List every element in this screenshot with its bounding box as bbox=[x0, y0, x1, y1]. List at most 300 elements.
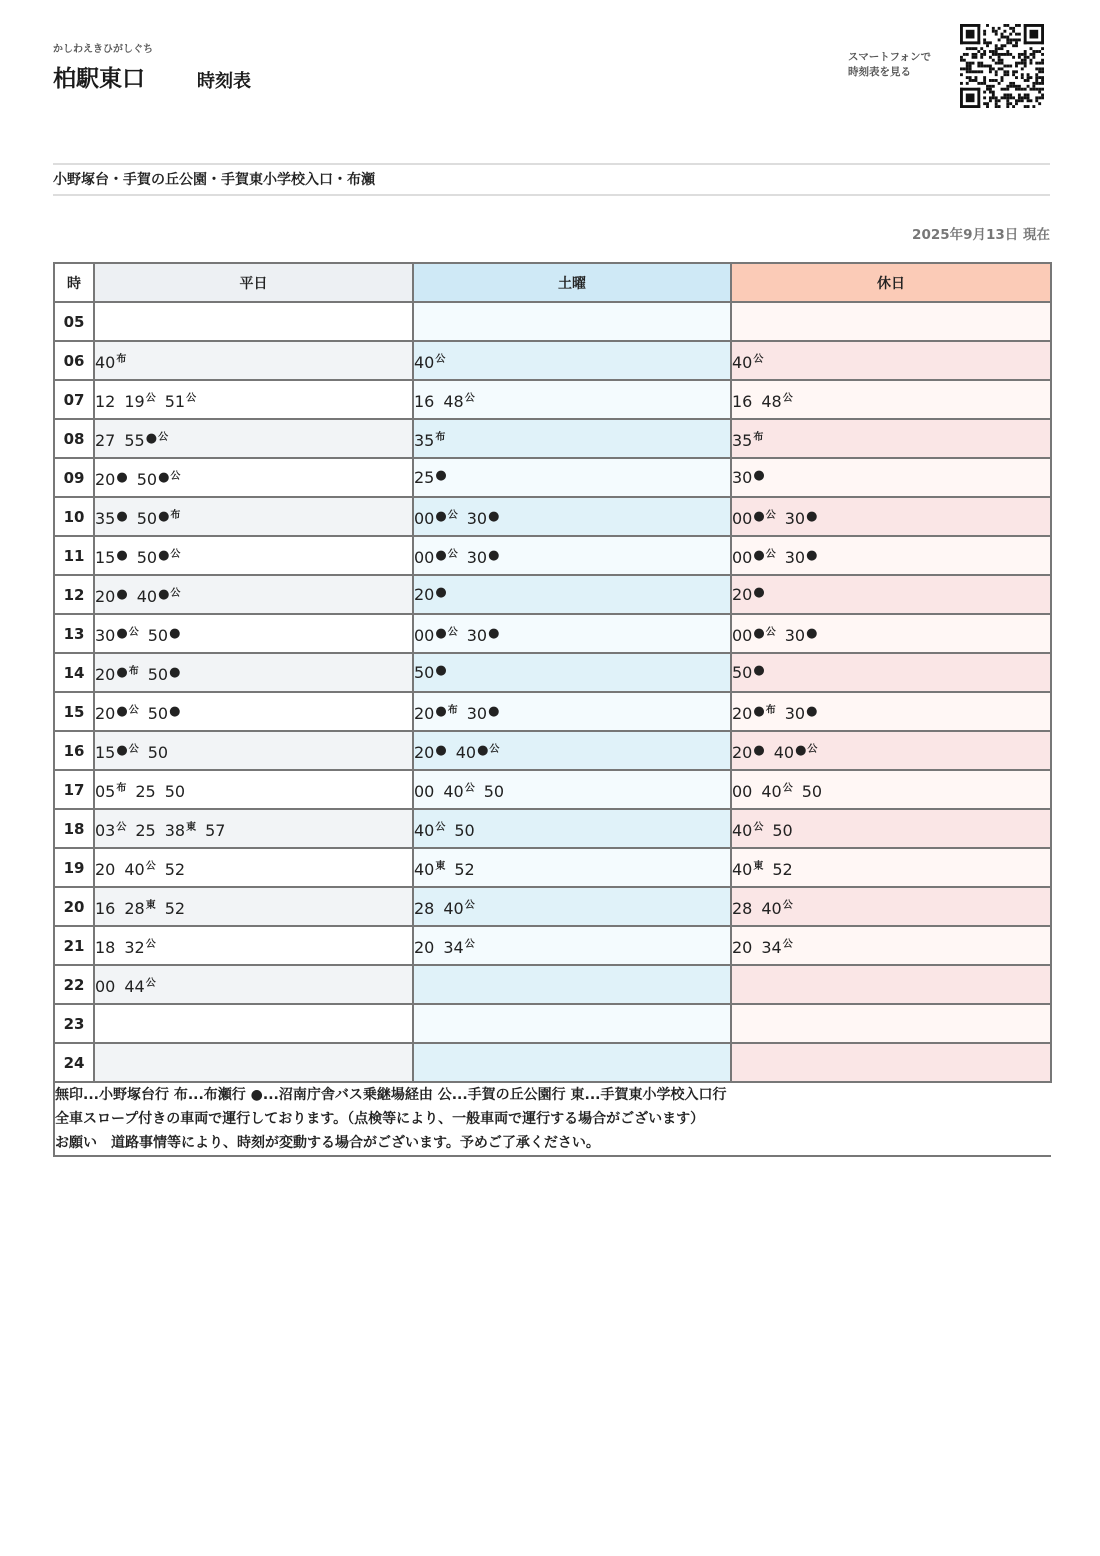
departure-minute: 50 bbox=[164, 781, 186, 801]
hour-cell: 23 bbox=[54, 1004, 94, 1043]
departure-minute: 40 bbox=[414, 859, 435, 879]
via-transfer-mark: ● bbox=[435, 625, 447, 641]
departure bbox=[785, 548, 818, 567]
departure bbox=[785, 626, 818, 645]
departure-minute: 40 bbox=[455, 742, 477, 762]
destination-mark: 公 bbox=[116, 821, 127, 833]
via-transfer-mark: ● bbox=[145, 430, 158, 446]
departure-minute: 50 bbox=[801, 781, 823, 801]
departure-minute: 12 bbox=[95, 391, 116, 411]
destination-mark: 公 bbox=[128, 743, 139, 755]
departure bbox=[785, 704, 818, 723]
weekday-cell bbox=[94, 380, 413, 419]
destination-mark: 公 bbox=[447, 626, 458, 638]
via-transfer-mark: ● bbox=[753, 508, 765, 524]
via-transfer-mark: ● bbox=[169, 703, 181, 719]
departure-minute: 34 bbox=[761, 937, 782, 957]
destination-mark: 公 bbox=[128, 704, 139, 716]
departure-minute: 30 bbox=[784, 508, 806, 528]
departure-minute: 30 bbox=[784, 625, 806, 645]
departure bbox=[761, 935, 792, 957]
departure-minute: 50 bbox=[483, 781, 505, 801]
destination-mark: 布 bbox=[447, 704, 458, 716]
departure-minute: 40 bbox=[761, 898, 782, 918]
departure bbox=[414, 899, 434, 918]
departure-minute: 28 bbox=[124, 898, 145, 918]
departure-minute: 00 bbox=[732, 547, 753, 567]
via-transfer-mark: ● bbox=[116, 625, 128, 641]
via-transfer-mark: ● bbox=[753, 585, 765, 600]
departure bbox=[414, 506, 458, 528]
notes-row bbox=[54, 1082, 1051, 1156]
holiday-cell bbox=[731, 926, 1051, 965]
table-row bbox=[54, 653, 1051, 692]
departure bbox=[414, 585, 447, 604]
destination-mark: 公 bbox=[782, 899, 793, 911]
departure-minute: 50 bbox=[772, 820, 793, 840]
departure bbox=[732, 743, 765, 762]
departure bbox=[467, 548, 500, 567]
saturday-cell bbox=[413, 536, 731, 575]
hour-cell: 18 bbox=[54, 809, 94, 848]
departure bbox=[95, 548, 128, 567]
saturday-cell bbox=[413, 887, 731, 926]
departure-minute: 20 bbox=[414, 703, 435, 723]
destination-mark: 公 bbox=[782, 782, 793, 794]
departure bbox=[95, 740, 139, 762]
destination-mark: 公 bbox=[435, 353, 446, 365]
hour-cell: 22 bbox=[54, 965, 94, 1004]
destination-mark: 公 bbox=[464, 899, 475, 911]
saturday-cell bbox=[413, 419, 731, 458]
holiday-cell bbox=[731, 1004, 1051, 1043]
departure bbox=[732, 938, 752, 957]
holiday-cell bbox=[731, 1043, 1051, 1082]
via-transfer-mark: ● bbox=[435, 585, 447, 600]
departure bbox=[732, 818, 763, 840]
destination-mark: 公 bbox=[145, 977, 156, 989]
col-header-weekday: 平日 bbox=[94, 263, 413, 302]
weekday-cell bbox=[94, 458, 413, 497]
departure-minute: 20 bbox=[95, 664, 116, 684]
weekday-cell bbox=[94, 1043, 413, 1082]
departure bbox=[414, 938, 434, 957]
weekday-cell bbox=[94, 887, 413, 926]
route-bar: 小野塚台・手賀の丘公園・手賀東小学校入口・布瀬 bbox=[53, 163, 1050, 196]
hour-cell: 21 bbox=[54, 926, 94, 965]
departure bbox=[95, 701, 139, 723]
departure bbox=[414, 663, 447, 682]
departure bbox=[774, 740, 818, 762]
departure bbox=[95, 899, 115, 918]
via-transfer-mark: ● bbox=[806, 508, 818, 524]
departure bbox=[772, 860, 792, 879]
destination-mark: 布 bbox=[116, 353, 127, 365]
departure-minute: 00 bbox=[732, 781, 753, 801]
destination-mark: 公 bbox=[765, 548, 776, 560]
departure bbox=[414, 701, 458, 723]
destination-mark: 公 bbox=[489, 743, 500, 755]
departure-minute: 30 bbox=[466, 625, 488, 645]
hour-cell: 08 bbox=[54, 419, 94, 458]
departure bbox=[137, 545, 181, 567]
departure bbox=[137, 467, 181, 489]
via-transfer-mark: ● bbox=[435, 468, 447, 483]
departure bbox=[124, 896, 155, 918]
via-transfer-mark: ● bbox=[435, 663, 447, 678]
departure bbox=[467, 509, 500, 528]
departure bbox=[414, 428, 445, 450]
stop-kana: かしわえきひがしぐち bbox=[53, 44, 153, 55]
departure bbox=[802, 782, 822, 801]
destination-mark: 布 bbox=[128, 665, 139, 677]
departure-minute: 30 bbox=[95, 625, 116, 645]
departure-minute: 20 bbox=[414, 742, 435, 762]
weekday-cell bbox=[94, 536, 413, 575]
destination-mark: 布 bbox=[435, 431, 446, 443]
destination-mark: 公 bbox=[807, 743, 818, 755]
departure bbox=[95, 470, 128, 489]
departure-minute: 40 bbox=[414, 820, 435, 840]
departure bbox=[165, 389, 196, 411]
departure bbox=[414, 392, 434, 411]
weekday-cell bbox=[94, 653, 413, 692]
destination-mark: 公 bbox=[170, 548, 181, 560]
departure bbox=[165, 782, 185, 801]
table-row bbox=[54, 809, 1051, 848]
saturday-cell bbox=[413, 848, 731, 887]
departure bbox=[454, 860, 474, 879]
departure-minute: 40 bbox=[443, 781, 464, 801]
destination-mark: 公 bbox=[186, 392, 197, 404]
weekday-cell bbox=[94, 614, 413, 653]
departure bbox=[443, 896, 474, 918]
via-transfer-mark: ● bbox=[795, 742, 807, 758]
holiday-cell bbox=[731, 380, 1051, 419]
departure-minute: 35 bbox=[414, 430, 435, 450]
via-transfer-mark: ● bbox=[116, 664, 128, 680]
via-transfer-mark: ● bbox=[806, 703, 818, 719]
destination-mark: 公 bbox=[145, 938, 156, 950]
holiday-cell bbox=[731, 497, 1051, 536]
departure bbox=[761, 389, 792, 411]
destination-mark: 東 bbox=[186, 821, 197, 833]
holiday-cell bbox=[731, 536, 1051, 575]
departure bbox=[443, 389, 474, 411]
departure-minute: 03 bbox=[95, 820, 116, 840]
holiday-cell bbox=[731, 302, 1051, 341]
hour-cell: 14 bbox=[54, 653, 94, 692]
holiday-cell bbox=[731, 848, 1051, 887]
qr-caption-line1: スマートフォンで bbox=[848, 51, 931, 63]
destination-mark: 公 bbox=[145, 392, 156, 404]
weekday-cell bbox=[94, 419, 413, 458]
departure-minute: 50 bbox=[147, 703, 169, 723]
via-transfer-mark: ● bbox=[435, 703, 447, 719]
qr-caption-line2: 時刻表を見る bbox=[848, 66, 911, 78]
via-transfer-mark: ● bbox=[158, 469, 170, 485]
holiday-cell bbox=[731, 887, 1051, 926]
departure-minute: 25 bbox=[135, 820, 156, 840]
departure-minute: 05 bbox=[95, 781, 116, 801]
via-transfer-mark: ● bbox=[169, 664, 181, 680]
departure-minute: 50 bbox=[732, 663, 753, 682]
departure-minute: 52 bbox=[772, 859, 793, 879]
table-row bbox=[54, 419, 1051, 458]
departure bbox=[95, 587, 128, 606]
qr-caption bbox=[848, 50, 931, 80]
departure-minute: 50 bbox=[136, 508, 158, 528]
weekday-cell bbox=[94, 731, 413, 770]
saturday-cell bbox=[413, 731, 731, 770]
departure bbox=[95, 818, 126, 840]
hour-cell: 10 bbox=[54, 497, 94, 536]
departure bbox=[95, 860, 115, 879]
table-row bbox=[54, 731, 1051, 770]
departure bbox=[467, 626, 500, 645]
document-title: 時刻表 bbox=[197, 71, 251, 92]
departure-minute: 20 bbox=[95, 703, 116, 723]
departure-minute: 38 bbox=[164, 820, 186, 840]
departure-minute: 50 bbox=[136, 547, 158, 567]
via-transfer-mark: ● bbox=[435, 742, 447, 758]
hour-cell: 17 bbox=[54, 770, 94, 809]
departure bbox=[165, 860, 185, 879]
via-transfer-mark: ● bbox=[488, 625, 500, 641]
departure-minute: 34 bbox=[443, 937, 464, 957]
departure bbox=[124, 389, 155, 411]
destination-mark: 公 bbox=[158, 431, 169, 443]
departure bbox=[414, 350, 445, 372]
departure bbox=[137, 584, 181, 606]
via-transfer-mark: ● bbox=[169, 625, 181, 641]
col-header-holiday: 休日 bbox=[731, 263, 1051, 302]
table-row bbox=[54, 887, 1051, 926]
departure-minute: 20 bbox=[414, 585, 435, 604]
saturday-cell bbox=[413, 926, 731, 965]
departure bbox=[148, 665, 181, 684]
departure-minute: 16 bbox=[95, 898, 116, 918]
via-transfer-mark: ● bbox=[488, 547, 500, 563]
departure bbox=[732, 663, 765, 682]
destination-mark: 東 bbox=[753, 860, 764, 872]
saturday-cell bbox=[413, 575, 731, 614]
holiday-cell bbox=[731, 458, 1051, 497]
destination-mark: 公 bbox=[765, 626, 776, 638]
hour-cell: 15 bbox=[54, 692, 94, 731]
departure bbox=[137, 506, 181, 528]
departure bbox=[95, 392, 115, 411]
via-transfer-mark: ● bbox=[158, 586, 170, 602]
weekday-cell bbox=[94, 965, 413, 1004]
as-of-date: 2025年9月13日 現在 bbox=[912, 227, 1050, 243]
departure-minute: 48 bbox=[761, 391, 782, 411]
departure bbox=[95, 977, 115, 996]
departure-minute: 30 bbox=[732, 468, 753, 487]
timetable bbox=[53, 262, 1050, 1157]
departure bbox=[165, 899, 185, 918]
departure bbox=[414, 857, 445, 879]
departure bbox=[124, 974, 155, 996]
via-transfer-mark: ● bbox=[435, 508, 447, 524]
destination-mark: 公 bbox=[447, 509, 458, 521]
table-row bbox=[54, 848, 1051, 887]
hour-cell: 11 bbox=[54, 536, 94, 575]
departure-minute: 32 bbox=[124, 937, 145, 957]
via-transfer-mark: ● bbox=[753, 742, 765, 758]
stop-name: 柏駅東口 bbox=[53, 66, 145, 92]
saturday-cell bbox=[413, 302, 731, 341]
destination-mark: 公 bbox=[464, 782, 475, 794]
holiday-cell bbox=[731, 809, 1051, 848]
departure bbox=[414, 623, 458, 645]
destination-mark: 公 bbox=[782, 938, 793, 950]
departure-minute: 20 bbox=[732, 742, 753, 762]
via-transfer-mark: ● bbox=[158, 508, 170, 524]
col-header-hour: 時 bbox=[54, 263, 94, 302]
departure-minute: 20 bbox=[95, 859, 116, 879]
qr-code-icon[interactable] bbox=[960, 24, 1044, 108]
departure-minute: 00 bbox=[414, 781, 435, 801]
departure bbox=[484, 782, 504, 801]
departure-minute: 40 bbox=[124, 859, 145, 879]
saturday-cell bbox=[413, 1004, 731, 1043]
destination-mark: 東 bbox=[435, 860, 446, 872]
holiday-cell bbox=[731, 653, 1051, 692]
table-row bbox=[54, 692, 1051, 731]
departure bbox=[414, 743, 447, 762]
saturday-cell bbox=[413, 965, 731, 1004]
notes bbox=[54, 1082, 1051, 1156]
departure-minute: 40 bbox=[732, 352, 753, 372]
departure-minute: 30 bbox=[784, 703, 806, 723]
table-row bbox=[54, 575, 1051, 614]
header bbox=[53, 38, 1050, 118]
departure-minute: 00 bbox=[414, 625, 435, 645]
via-transfer-mark: ● bbox=[435, 547, 447, 563]
departure-minute: 00 bbox=[414, 508, 435, 528]
departure-minute: 19 bbox=[124, 391, 145, 411]
saturday-cell bbox=[413, 458, 731, 497]
departure-minute: 40 bbox=[136, 586, 158, 606]
destination-mark: 公 bbox=[435, 821, 446, 833]
departure-minute: 15 bbox=[95, 547, 116, 567]
departure-minute: 57 bbox=[205, 820, 226, 840]
destination-mark: 公 bbox=[170, 470, 181, 482]
hour-cell: 13 bbox=[54, 614, 94, 653]
departure-minute: 40 bbox=[761, 781, 782, 801]
destination-mark: 公 bbox=[145, 860, 156, 872]
saturday-cell bbox=[413, 341, 731, 380]
holiday-cell bbox=[731, 692, 1051, 731]
departure bbox=[732, 623, 776, 645]
via-transfer-mark: ● bbox=[477, 742, 489, 758]
departure bbox=[95, 662, 139, 684]
departure bbox=[95, 431, 115, 450]
departure bbox=[761, 779, 792, 801]
saturday-cell bbox=[413, 1043, 731, 1082]
departure bbox=[95, 623, 139, 645]
saturday-cell bbox=[413, 692, 731, 731]
weekday-cell bbox=[94, 926, 413, 965]
via-transfer-mark: ● bbox=[116, 703, 128, 719]
departure-minute: 44 bbox=[124, 976, 145, 996]
departure bbox=[165, 818, 196, 840]
departure bbox=[148, 743, 168, 762]
destination-mark: 東 bbox=[145, 899, 156, 911]
weekday-cell bbox=[94, 341, 413, 380]
departure bbox=[732, 899, 752, 918]
departure bbox=[414, 545, 458, 567]
weekday-cell bbox=[94, 302, 413, 341]
via-transfer-mark: ● bbox=[753, 625, 765, 641]
destination-mark: 公 bbox=[464, 392, 475, 404]
weekday-cell bbox=[94, 770, 413, 809]
departure-minute: 30 bbox=[466, 508, 488, 528]
departure-minute: 50 bbox=[147, 625, 169, 645]
via-transfer-mark: ● bbox=[488, 703, 500, 719]
departure-minute: 00 bbox=[732, 508, 753, 528]
saturday-cell bbox=[413, 809, 731, 848]
saturday-cell bbox=[413, 614, 731, 653]
departure bbox=[761, 896, 792, 918]
departure bbox=[456, 740, 500, 762]
departure-minute: 40 bbox=[732, 859, 753, 879]
table-row bbox=[54, 302, 1051, 341]
table-row bbox=[54, 458, 1051, 497]
destination-mark: 公 bbox=[170, 587, 181, 599]
hour-cell: 20 bbox=[54, 887, 94, 926]
departure-minute: 50 bbox=[147, 742, 169, 762]
via-transfer-mark: ● bbox=[753, 703, 765, 719]
destination-mark: 布 bbox=[753, 431, 764, 443]
hour-cell: 09 bbox=[54, 458, 94, 497]
departure bbox=[135, 821, 155, 840]
departure-minute: 30 bbox=[784, 547, 806, 567]
timetable-table bbox=[53, 262, 1052, 1157]
departure-minute: 18 bbox=[95, 937, 116, 957]
departure bbox=[414, 468, 447, 487]
departure-minute: 40 bbox=[732, 820, 753, 840]
departure bbox=[732, 506, 776, 528]
departure bbox=[95, 509, 128, 528]
departure-minute: 20 bbox=[95, 469, 116, 489]
hour-cell: 19 bbox=[54, 848, 94, 887]
departure bbox=[443, 935, 474, 957]
departure-minute: 40 bbox=[95, 352, 116, 372]
saturday-cell bbox=[413, 653, 731, 692]
destination-mark: 布 bbox=[116, 782, 127, 794]
table-row bbox=[54, 536, 1051, 575]
departure bbox=[732, 468, 765, 487]
departure-minute: 20 bbox=[95, 586, 116, 606]
departure-minute: 20 bbox=[732, 937, 753, 957]
departure bbox=[95, 779, 126, 801]
hour-cell: 12 bbox=[54, 575, 94, 614]
departure-minute: 20 bbox=[732, 585, 753, 604]
departure bbox=[772, 821, 792, 840]
departure-minute: 55 bbox=[124, 430, 145, 450]
notes-legend: 無印...小野塚台行 布...布瀬行 ●...沼南庁舎バス乗継場経由 公...手賀の丘公園行 東...手賀東小学校入口行 bbox=[55, 1087, 727, 1103]
departure bbox=[785, 509, 818, 528]
departure-minute: 00 bbox=[732, 625, 753, 645]
notes-slope: 全車スロープ付きの車両で運行しております。（点検等により、一般車両で運行する場合がございます） bbox=[55, 1111, 705, 1127]
departure bbox=[124, 857, 155, 879]
via-transfer-mark: ● bbox=[116, 547, 128, 563]
table-row bbox=[54, 1043, 1051, 1082]
hour-cell: 06 bbox=[54, 341, 94, 380]
holiday-cell bbox=[731, 731, 1051, 770]
